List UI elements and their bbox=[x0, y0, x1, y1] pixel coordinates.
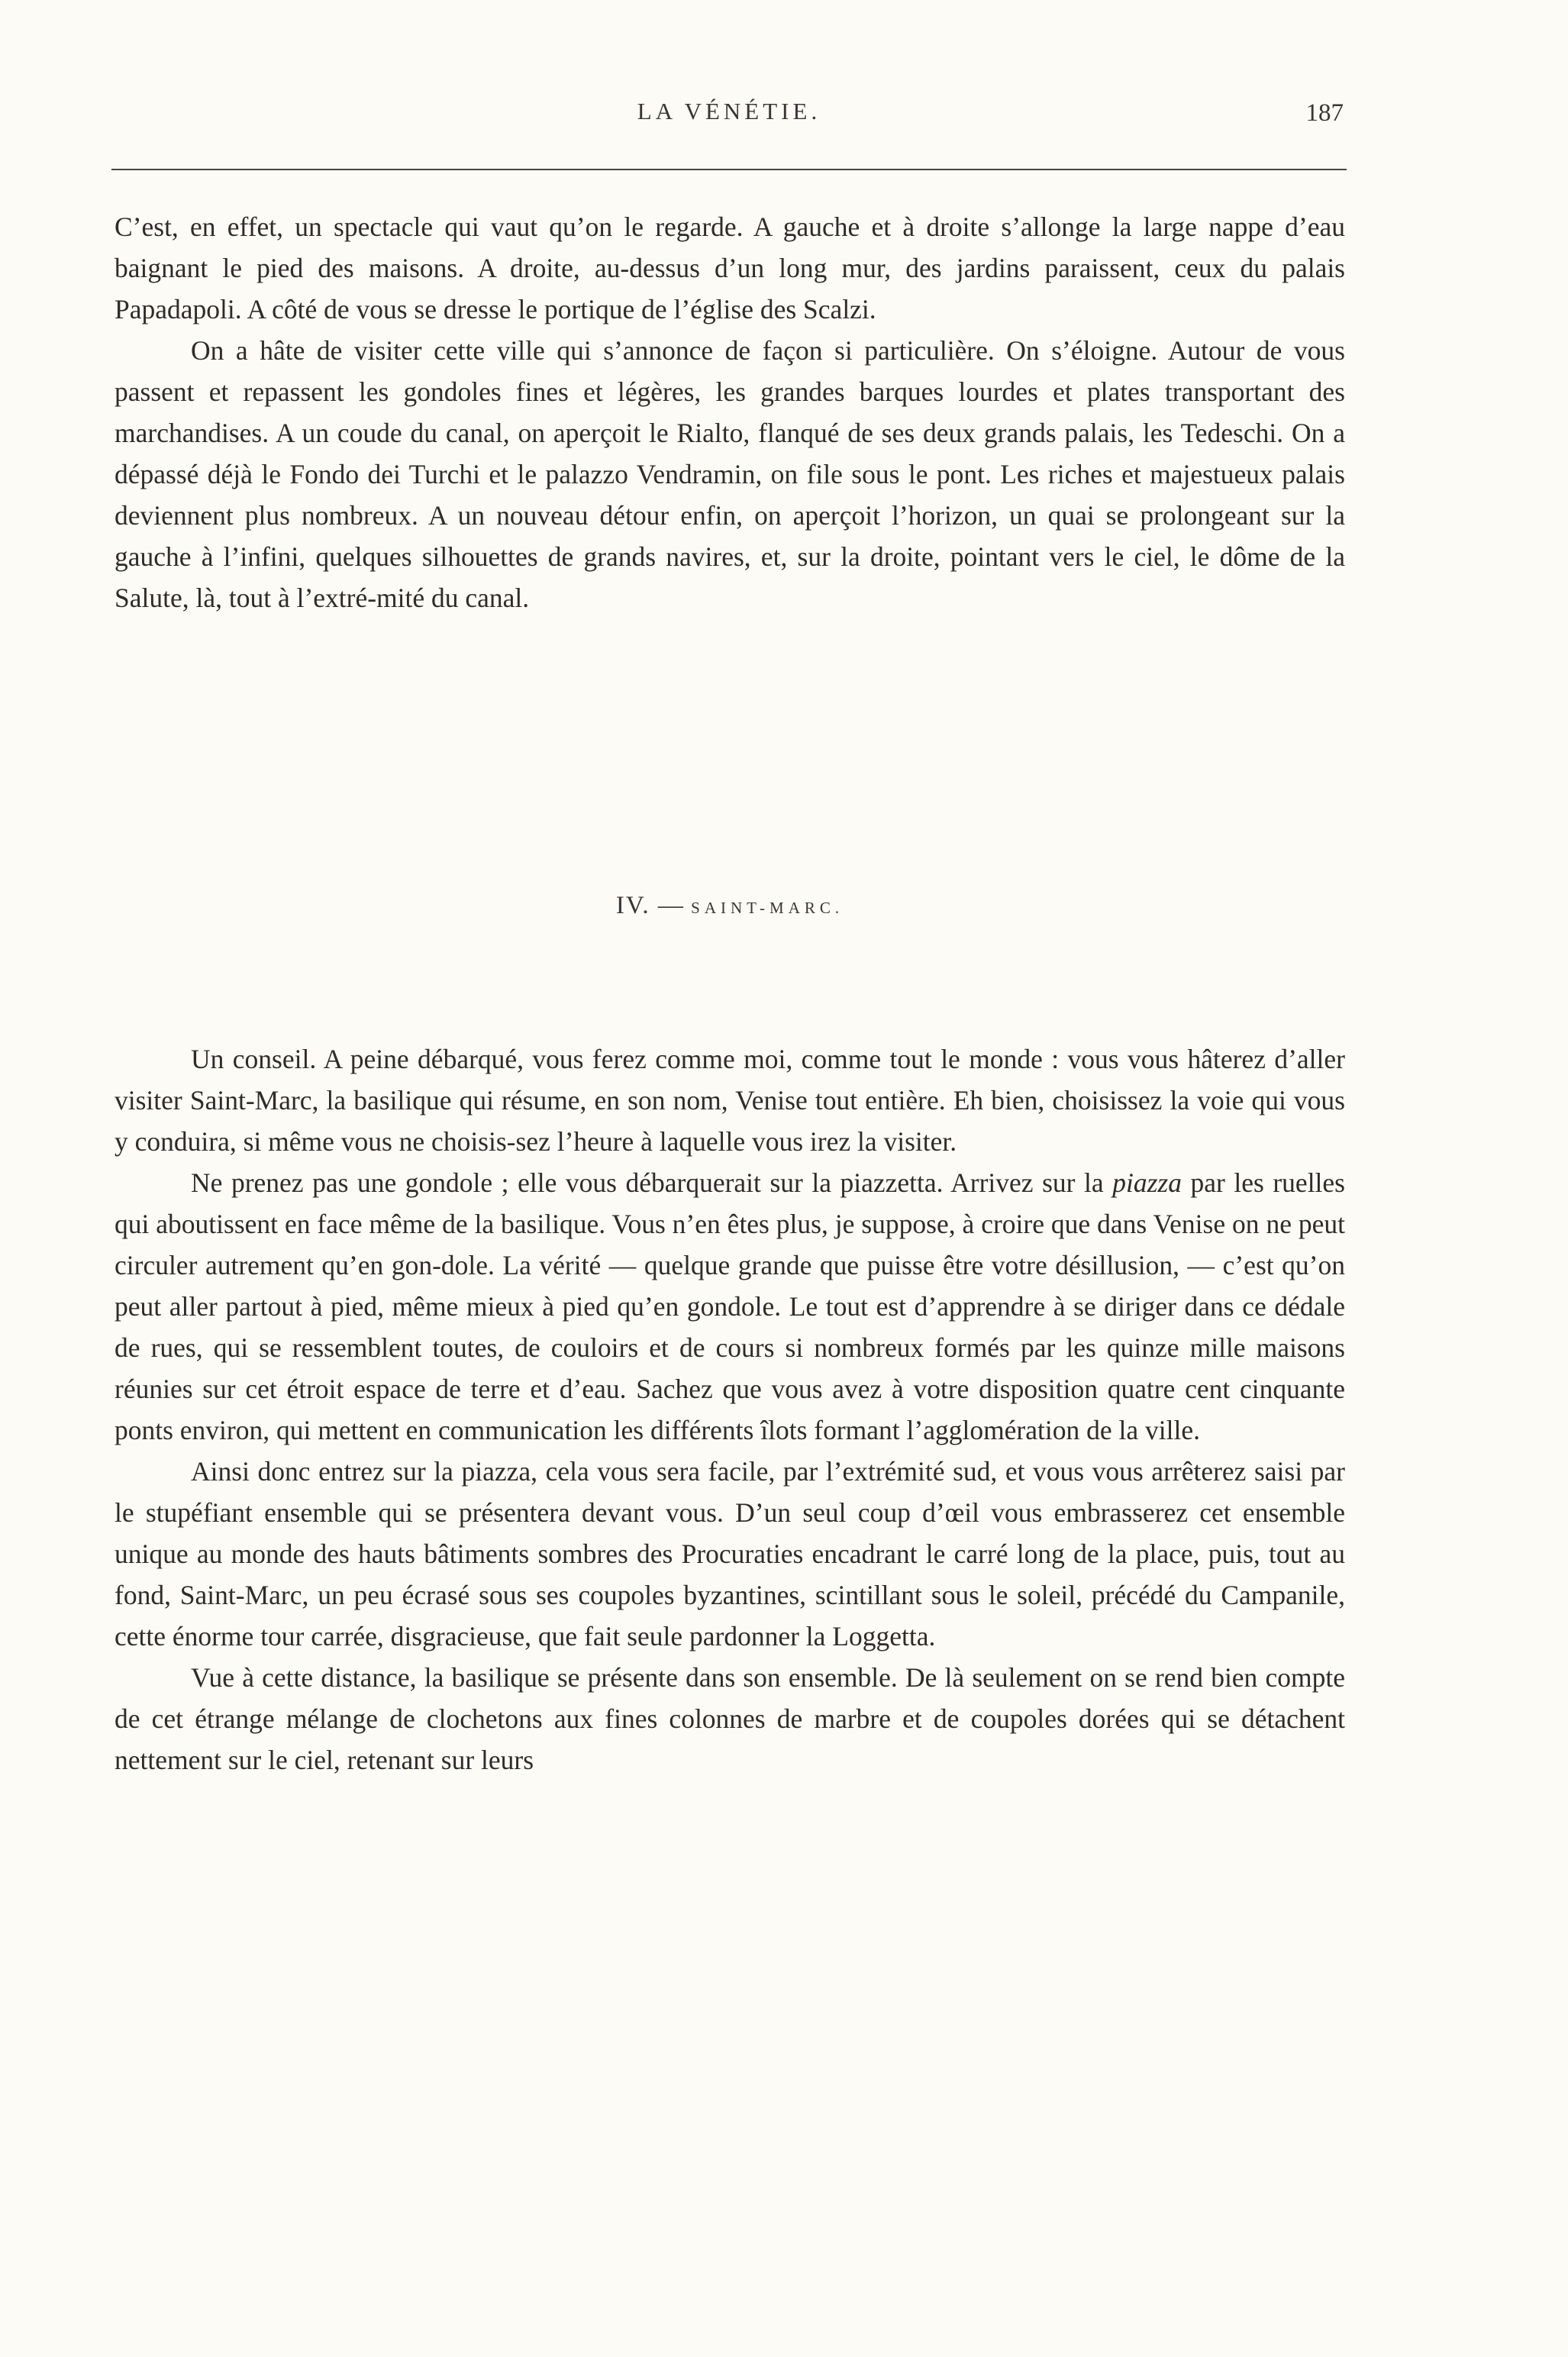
paragraph: On a hâte de visiter cette ville qui s’annonce de façon si particulière. On s’éloigne. Autour de vous passent et repassent les gondoles fines et légères, les grandes barques lourdes et plates transportant des marchandises. A un coude du canal, on aperçoit le Rialto, flanqué de ses deux grands palais, les Tedeschi. On a dépassé déjà le Fondo dei Turchi et le palazzo Vendramin, on file sous le pont. Les riches et majestueux palais deviennent plus nombreux. A un nouveau détour enfin, on aperçoit l’horizon, un quai se prolongeant sur la gauche à l’infini, quelques silhouettes de grands navires, et, sur la droite, pointant vers le ciel, le dôme de la Salute, là, tout à l’extré-mité du canal. bbox=[115, 335, 1345, 613]
page-number: 187 bbox=[1305, 99, 1344, 127]
header-rule bbox=[111, 169, 1347, 170]
running-title: LA VÉNÉTIE. bbox=[637, 98, 821, 124]
paragraph: Un conseil. A peine débarqué, vous ferez comme moi, comme tout le monde : vous vous hâterez d’aller visiter Saint-Marc, la basilique qui résume, en son nom, Venise tout entière. Eh bien, choisissez la voie qui vous y conduira, si même vous ne choisis-sez l’heure à laquelle vous irez la visiter. bbox=[115, 1044, 1345, 1157]
italic-word: piazza bbox=[1112, 1167, 1182, 1198]
paragraph bbox=[115, 1162, 1345, 1451]
paragraph: Ainsi donc entrez sur la piazza, cela vous sera facile, par l’extrémité sud, et vous vous arrêterez saisi par le stupéfiant ensemble qui se présentera devant vous. D’un seul coup d’œil vous embrasserez cet ensemble unique au monde des hauts bâtiments sombres des Procuraties encadrant le carré long de la place, puis, tout au fond, Saint-Marc, un peu écrasé sous ses coupoles byzantines, scintillant sous le soleil, précédé du Campanile, cette énorme tour carrée, disgracieuse, que fait seule pardonner la Loggetta. bbox=[115, 1456, 1345, 1652]
paragraph: C’est, en effet, un spectacle qui vaut qu’on le regarde. A gauche et à droite s’allonge la large nappe d’eau baignant le pied des maisons. A droite, au-dessus d’un long mur, des jardins paraissent, ceux du palais Papadapoli. A côté de vous se dresse le portique de l’église des Scalzi. bbox=[115, 211, 1345, 324]
text-block-saint-marc bbox=[115, 1038, 1345, 1781]
paragraph-text: par les ruelles qui aboutissent en face même de la basilique. Vous n’en êtes plus, je suppose, à croire que dans Venise on ne peut circuler autrement qu’en gon-dole. La vérité — quelque grande que puisse être votre désillusion, — c’est qu’on peut aller partout à pied, même mieux à pied qu’en gondole. Le tout est d’apprendre à se diriger dans ce dédale de rues, qui se ressemblent toutes, de couloirs et de cours si nombreux formés par les quinze mille maisons réunies sur cet étroit espace de terre et d’eau. Sachez que vous avez à votre disposition quatre cent cinquante ponts environ, qui mettent en communication les différents îlots formant l’agglomération de la ville. bbox=[115, 1167, 1345, 1445]
text-block-canal bbox=[115, 206, 1345, 618]
paragraph: Vue à cette distance, la basilique se présente dans son ensemble. De là seulement on se rend bien compte de cet étrange mélange de clochetons aux fines colonnes de marbre et de coupoles dorées qui se détachent nettement sur le ciel, retenant sur leurs bbox=[115, 1662, 1345, 1775]
section-title: SAINT-MARC. bbox=[691, 899, 844, 917]
running-head bbox=[115, 98, 1344, 144]
section-number: IV. — bbox=[615, 892, 685, 919]
section-heading bbox=[115, 892, 1345, 920]
paragraph-text: Ne prenez pas une gondole ; elle vous débarquerait sur la piazzetta. Arrivez sur la bbox=[191, 1167, 1113, 1198]
